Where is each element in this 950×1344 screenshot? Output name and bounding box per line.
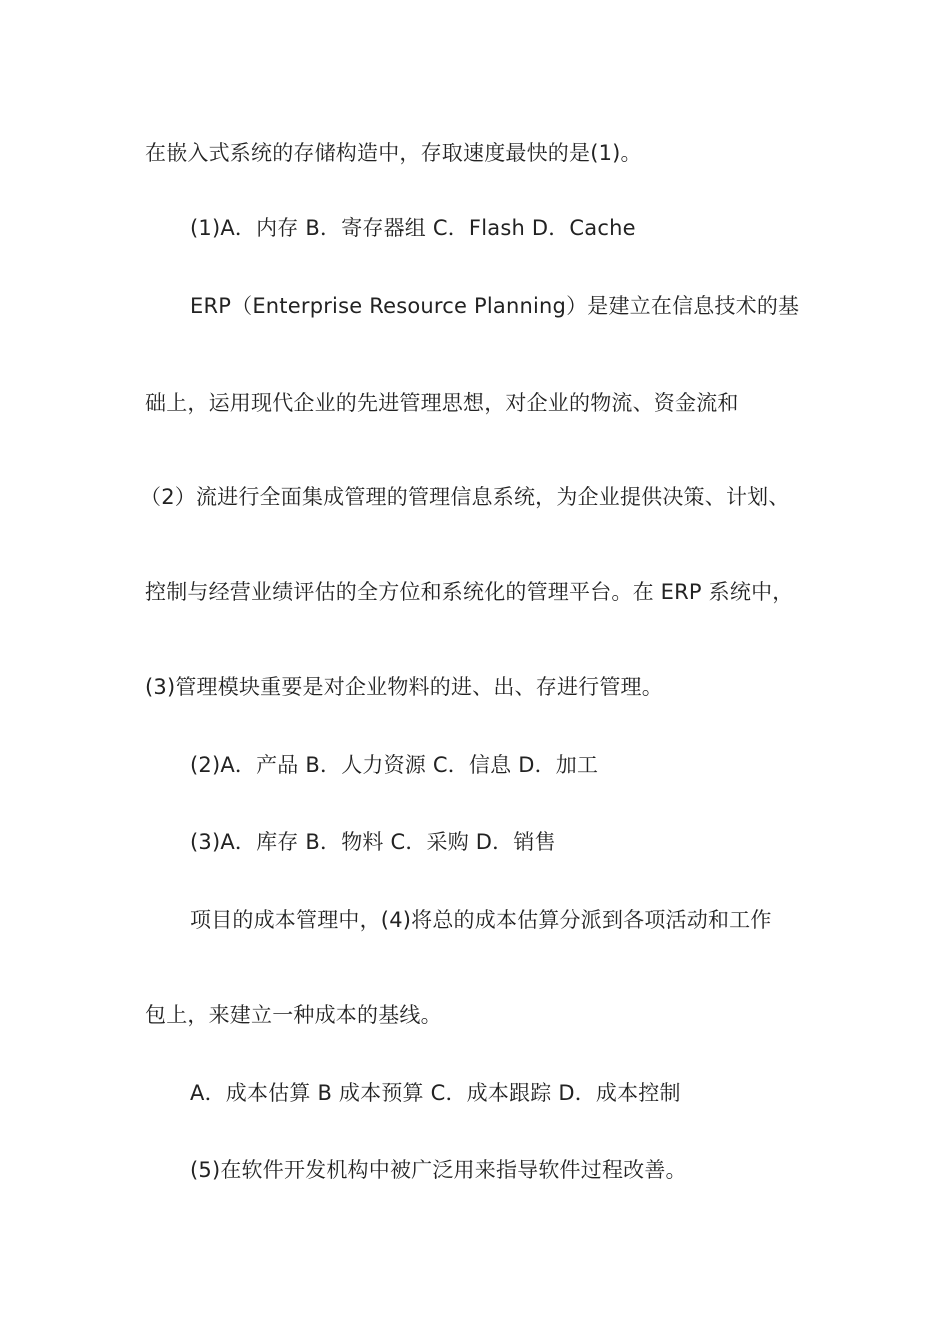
text-line-8: 包上，来建立一种成本的基线。 <box>145 1003 442 1027</box>
text-line-5: 控制与经营业绩评估的全方位和系统化的管理平台。在 ERP 系统中， <box>145 580 794 604</box>
text-line-3: 础上，运用现代企业的先进管理思想，对企业的物流、资金流和 <box>145 391 739 415</box>
options-line-3: (3)A．库存 B．物料 C．采购 D．销售 <box>190 830 556 854</box>
text-line-9: (5)在软件开发机构中被广泛用来指导软件过程改善。 <box>190 1158 687 1182</box>
text-line-6: (3)管理模块重要是对企业物料的进、出、存进行管理。 <box>145 675 663 699</box>
text-line-2: ERP（Enterprise Resource Planning）是建立在信息技术的基 <box>190 294 800 318</box>
text-line-1: 在嵌入式系统的存储构造中，存取速度最快的是(1)。 <box>145 141 642 165</box>
text-line-4: （2）流进行全面集成管理的管理信息系统，为企业提供决策、计划、 <box>140 485 790 509</box>
options-line-4: A．成本估算 B 成本预算 C．成本跟踪 D．成本控制 <box>190 1081 681 1105</box>
options-line-2: (2)A．产品 B．人力资源 C．信息 D．加工 <box>190 753 599 777</box>
text-line-7: 项目的成本管理中，(4)将总的成本估算分派到各项活动和工作 <box>190 908 772 932</box>
options-line-1: (1)A．内存 B．寄存器组 C．Flash D．Cache <box>190 216 636 240</box>
